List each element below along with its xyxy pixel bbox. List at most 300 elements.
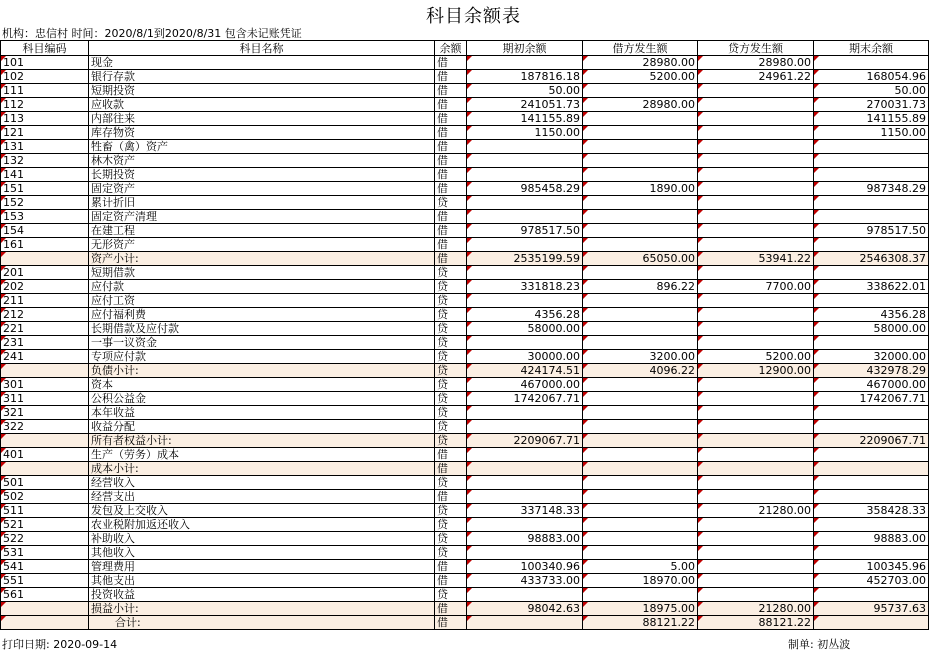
opening-balance-cell	[467, 546, 583, 560]
account-name-cell: 经营支出	[89, 490, 435, 504]
balance-direction-cell: 贷	[435, 588, 467, 602]
account-name-cell: 资本	[89, 378, 435, 392]
closing-balance-cell	[814, 462, 929, 476]
account-code-cell	[1, 434, 89, 448]
debit-amount-cell	[583, 196, 698, 210]
balance-direction-cell: 贷	[435, 378, 467, 392]
credit-amount-cell: 53941.22	[698, 252, 814, 266]
debit-amount-cell: 5.00	[583, 560, 698, 574]
account-name-cell: 一事一议资金	[89, 336, 435, 350]
debit-amount-cell	[583, 84, 698, 98]
debit-amount-cell	[583, 322, 698, 336]
closing-balance-cell	[814, 588, 929, 602]
closing-balance-cell	[814, 336, 929, 350]
closing-balance-cell	[814, 56, 929, 70]
account-code-cell: 141	[1, 168, 89, 182]
table-row[interactable]	[1, 560, 929, 574]
account-code-cell: 101	[1, 56, 89, 70]
account-code-cell: 131	[1, 140, 89, 154]
subtotal-row[interactable]	[1, 602, 929, 616]
debit-amount-cell	[583, 434, 698, 448]
table-row[interactable]	[1, 588, 929, 602]
table-row[interactable]	[1, 224, 929, 238]
closing-balance-cell: 100345.96	[814, 560, 929, 574]
debit-amount-cell: 896.22	[583, 280, 698, 294]
table-row[interactable]	[1, 546, 929, 560]
balance-direction-cell: 贷	[435, 504, 467, 518]
closing-balance-cell	[814, 154, 929, 168]
opening-balance-cell	[467, 616, 583, 630]
account-code-cell: 401	[1, 448, 89, 462]
closing-balance-cell: 95737.63	[814, 602, 929, 616]
debit-amount-cell	[583, 532, 698, 546]
opening-balance-cell	[467, 448, 583, 462]
debit-amount-cell	[583, 378, 698, 392]
account-name-cell: 公积公益金	[89, 392, 435, 406]
credit-amount-cell	[698, 490, 814, 504]
balance-direction-cell: 借	[435, 168, 467, 182]
debit-amount-cell: 28980.00	[583, 98, 698, 112]
opening-balance-cell: 424174.51	[467, 364, 583, 378]
account-name-cell: 合计:	[89, 616, 435, 630]
credit-amount-cell	[698, 336, 814, 350]
credit-amount-cell	[698, 574, 814, 588]
credit-amount-cell: 88121.22	[698, 616, 814, 630]
account-code-cell: 132	[1, 154, 89, 168]
opening-balance-cell: 2535199.59	[467, 252, 583, 266]
account-code-cell	[1, 364, 89, 378]
account-name-cell: 成本小计:	[89, 462, 435, 476]
closing-balance-cell: 168054.96	[814, 70, 929, 84]
debit-amount-cell: 65050.00	[583, 252, 698, 266]
closing-balance-cell	[814, 476, 929, 490]
account-code-cell: 152	[1, 196, 89, 210]
table-row[interactable]	[1, 56, 929, 70]
closing-balance-cell	[814, 210, 929, 224]
credit-amount-cell	[698, 210, 814, 224]
balance-direction-cell: 贷	[435, 308, 467, 322]
balance-direction-cell: 贷	[435, 532, 467, 546]
account-name-cell: 累计折旧	[89, 196, 435, 210]
opening-balance-cell: 241051.73	[467, 98, 583, 112]
debit-amount-cell	[583, 238, 698, 252]
credit-amount-cell	[698, 168, 814, 182]
opening-balance-cell	[467, 518, 583, 532]
table-row[interactable]	[1, 98, 929, 112]
table-row[interactable]	[1, 448, 929, 462]
account-code-cell: 502	[1, 490, 89, 504]
account-code-cell: 561	[1, 588, 89, 602]
table-row[interactable]	[1, 210, 929, 224]
report-title: 科目余额表	[426, 6, 521, 27]
account-code-cell: 212	[1, 308, 89, 322]
credit-amount-cell	[698, 420, 814, 434]
account-name-cell: 固定资产	[89, 182, 435, 196]
closing-balance-cell: 432978.29	[814, 364, 929, 378]
balance-direction-cell: 贷	[435, 350, 467, 364]
balance-direction-cell: 贷	[435, 434, 467, 448]
closing-balance-cell	[814, 518, 929, 532]
account-name-cell: 短期投资	[89, 84, 435, 98]
subtotal-row[interactable]	[1, 616, 929, 630]
account-code-cell: 121	[1, 126, 89, 140]
table-row[interactable]	[1, 84, 929, 98]
table-row[interactable]	[1, 322, 929, 336]
account-code-cell: 211	[1, 294, 89, 308]
account-code-cell: 501	[1, 476, 89, 490]
opening-balance-cell: 98883.00	[467, 532, 583, 546]
closing-balance-cell: 452703.00	[814, 574, 929, 588]
credit-amount-cell	[698, 518, 814, 532]
balance-direction-cell: 借	[435, 112, 467, 126]
opening-balance-cell: 58000.00	[467, 322, 583, 336]
balance-direction-cell: 贷	[435, 392, 467, 406]
debit-amount-cell	[583, 462, 698, 476]
closing-balance-cell	[814, 406, 929, 420]
closing-balance-cell: 270031.73	[814, 98, 929, 112]
balance-direction-cell: 借	[435, 252, 467, 266]
balance-direction-cell: 贷	[435, 266, 467, 280]
balance-direction-cell: 借	[435, 462, 467, 476]
debit-amount-cell	[583, 154, 698, 168]
opening-balance-cell	[467, 420, 583, 434]
subtotal-row[interactable]	[1, 434, 929, 448]
debit-amount-cell	[583, 588, 698, 602]
closing-balance-cell	[814, 266, 929, 280]
closing-balance-cell	[814, 448, 929, 462]
credit-amount-cell: 21280.00	[698, 602, 814, 616]
account-name-cell: 长期投资	[89, 168, 435, 182]
account-code-cell: 112	[1, 98, 89, 112]
opening-balance-cell	[467, 266, 583, 280]
opening-balance-cell	[467, 294, 583, 308]
balance-direction-cell: 借	[435, 210, 467, 224]
opening-balance-cell: 100340.96	[467, 560, 583, 574]
closing-balance-cell: 58000.00	[814, 322, 929, 336]
credit-amount-cell	[698, 448, 814, 462]
account-code-cell: 153	[1, 210, 89, 224]
table-row[interactable]	[1, 140, 929, 154]
table-row[interactable]	[1, 266, 929, 280]
opening-balance-cell: 30000.00	[467, 350, 583, 364]
debit-amount-cell	[583, 140, 698, 154]
account-name-cell: 发包及上交收入	[89, 504, 435, 518]
closing-balance-cell	[814, 490, 929, 504]
balance-direction-cell: 贷	[435, 406, 467, 420]
debit-amount-cell	[583, 546, 698, 560]
balance-direction-cell: 贷	[435, 280, 467, 294]
account-code-cell: 522	[1, 532, 89, 546]
account-code-cell: 231	[1, 336, 89, 350]
opening-balance-cell	[467, 336, 583, 350]
account-name-cell: 库存物资	[89, 126, 435, 140]
opening-balance-cell: 985458.29	[467, 182, 583, 196]
table-row[interactable]	[1, 126, 929, 140]
debit-amount-cell	[583, 518, 698, 532]
balance-direction-cell: 借	[435, 224, 467, 238]
table-row[interactable]	[1, 308, 929, 322]
opening-balance-cell	[467, 476, 583, 490]
account-name-cell: 专项应付款	[89, 350, 435, 364]
opening-balance-cell: 337148.33	[467, 504, 583, 518]
debit-amount-cell	[583, 126, 698, 140]
opening-balance-cell: 433733.00	[467, 574, 583, 588]
closing-balance-cell: 338622.01	[814, 280, 929, 294]
table-row[interactable]	[1, 476, 929, 490]
print-date: 打印日期: 2020-09-14	[2, 638, 118, 651]
opening-balance-cell: 467000.00	[467, 378, 583, 392]
opening-balance-cell: 978517.50	[467, 224, 583, 238]
debit-amount-cell	[583, 420, 698, 434]
table-row[interactable]	[1, 280, 929, 294]
debit-amount-cell	[583, 294, 698, 308]
account-code-cell: 201	[1, 266, 89, 280]
account-code-cell	[1, 616, 89, 630]
closing-balance-cell: 50.00	[814, 84, 929, 98]
debit-amount-cell: 88121.22	[583, 616, 698, 630]
credit-amount-cell	[698, 322, 814, 336]
account-name-cell: 补助收入	[89, 532, 435, 546]
table-row[interactable]	[1, 490, 929, 504]
account-code-cell: 301	[1, 378, 89, 392]
table-row[interactable]	[1, 406, 929, 420]
account-name-cell: 其他支出	[89, 574, 435, 588]
debit-amount-cell	[583, 336, 698, 350]
col-header-code: 科目编码	[1, 41, 89, 56]
balance-direction-cell: 贷	[435, 336, 467, 350]
subtotal-row[interactable]	[1, 252, 929, 266]
credit-amount-cell	[698, 182, 814, 196]
credit-amount-cell	[698, 532, 814, 546]
opening-balance-cell: 2209067.71	[467, 434, 583, 448]
account-code-cell: 241	[1, 350, 89, 364]
table-row[interactable]	[1, 182, 929, 196]
closing-balance-cell: 987348.29	[814, 182, 929, 196]
credit-amount-cell	[698, 154, 814, 168]
account-code-cell: 521	[1, 518, 89, 532]
opening-balance-cell: 50.00	[467, 84, 583, 98]
credit-amount-cell: 21280.00	[698, 504, 814, 518]
opening-balance-cell: 1742067.71	[467, 392, 583, 406]
balance-direction-cell: 借	[435, 448, 467, 462]
account-code-cell: 113	[1, 112, 89, 126]
account-code-cell: 202	[1, 280, 89, 294]
closing-balance-cell	[814, 294, 929, 308]
account-name-cell: 资产小计:	[89, 252, 435, 266]
closing-balance-cell: 467000.00	[814, 378, 929, 392]
credit-amount-cell	[698, 266, 814, 280]
credit-amount-cell	[698, 546, 814, 560]
table-row[interactable]	[1, 574, 929, 588]
balance-direction-cell: 借	[435, 490, 467, 504]
credit-amount-cell: 5200.00	[698, 350, 814, 364]
debit-amount-cell	[583, 210, 698, 224]
account-code-cell: 551	[1, 574, 89, 588]
credit-amount-cell	[698, 392, 814, 406]
opening-balance-cell	[467, 406, 583, 420]
account-name-cell: 内部往来	[89, 112, 435, 126]
debit-amount-cell	[583, 406, 698, 420]
account-name-cell: 短期借款	[89, 266, 435, 280]
opening-balance-cell	[467, 462, 583, 476]
closing-balance-cell: 32000.00	[814, 350, 929, 364]
debit-amount-cell	[583, 448, 698, 462]
account-code-cell	[1, 602, 89, 616]
table-row[interactable]	[1, 70, 929, 84]
opening-balance-cell: 98042.63	[467, 602, 583, 616]
opening-balance-cell: 331818.23	[467, 280, 583, 294]
table-row[interactable]	[1, 392, 929, 406]
closing-balance-cell: 98883.00	[814, 532, 929, 546]
closing-balance-cell: 1150.00	[814, 126, 929, 140]
account-code-cell: 102	[1, 70, 89, 84]
table-row[interactable]	[1, 504, 929, 518]
account-name-cell: 现金	[89, 56, 435, 70]
table-row[interactable]	[1, 112, 929, 126]
closing-balance-cell: 2209067.71	[814, 434, 929, 448]
closing-balance-cell: 978517.50	[814, 224, 929, 238]
debit-amount-cell	[583, 490, 698, 504]
account-name-cell: 管理费用	[89, 560, 435, 574]
opening-balance-cell	[467, 238, 583, 252]
closing-balance-cell	[814, 168, 929, 182]
credit-amount-cell	[698, 308, 814, 322]
credit-amount-cell	[698, 112, 814, 126]
closing-balance-cell: 4356.28	[814, 308, 929, 322]
opening-balance-cell	[467, 588, 583, 602]
opening-balance-cell	[467, 210, 583, 224]
credit-amount-cell	[698, 294, 814, 308]
balance-direction-cell: 借	[435, 602, 467, 616]
credit-amount-cell	[698, 560, 814, 574]
account-name-cell: 负债小计:	[89, 364, 435, 378]
credit-amount-cell	[698, 406, 814, 420]
subtotal-row[interactable]	[1, 364, 929, 378]
account-code-cell: 154	[1, 224, 89, 238]
table-row[interactable]	[1, 168, 929, 182]
debit-amount-cell	[583, 476, 698, 490]
opening-balance-cell	[467, 154, 583, 168]
balance-direction-cell: 借	[435, 182, 467, 196]
account-code-cell	[1, 462, 89, 476]
opening-balance-cell: 187816.18	[467, 70, 583, 84]
debit-amount-cell: 18970.00	[583, 574, 698, 588]
balance-direction-cell: 贷	[435, 476, 467, 490]
debit-amount-cell: 3200.00	[583, 350, 698, 364]
table-row[interactable]	[1, 350, 929, 364]
opening-balance-cell	[467, 140, 583, 154]
balance-direction-cell: 贷	[435, 196, 467, 210]
table-row[interactable]	[1, 532, 929, 546]
balance-table	[0, 40, 929, 630]
account-name-cell: 经营收入	[89, 476, 435, 490]
table-row[interactable]	[1, 336, 929, 350]
opening-balance-cell	[467, 196, 583, 210]
account-code-cell: 111	[1, 84, 89, 98]
account-name-cell: 应付福利费	[89, 308, 435, 322]
credit-amount-cell	[698, 238, 814, 252]
credit-amount-cell	[698, 462, 814, 476]
account-name-cell: 林木资产	[89, 154, 435, 168]
opening-balance-cell: 1150.00	[467, 126, 583, 140]
credit-amount-cell: 28980.00	[698, 56, 814, 70]
closing-balance-cell: 141155.89	[814, 112, 929, 126]
account-name-cell: 损益小计:	[89, 602, 435, 616]
credit-amount-cell	[698, 98, 814, 112]
col-header-closing: 期末余额	[814, 41, 929, 56]
subtotal-row[interactable]	[1, 462, 929, 476]
table-row[interactable]	[1, 196, 929, 210]
report-info: 机构：忠信村 时间：2020/8/1到2020/8/31 包含未记账凭证	[2, 27, 302, 40]
account-name-cell: 在建工程	[89, 224, 435, 238]
table-row[interactable]	[1, 238, 929, 252]
table-row[interactable]	[1, 154, 929, 168]
closing-balance-cell	[814, 420, 929, 434]
balance-direction-cell: 借	[435, 70, 467, 84]
account-name-cell: 长期借款及应付款	[89, 322, 435, 336]
account-name-cell: 银行存款	[89, 70, 435, 84]
closing-balance-cell	[814, 238, 929, 252]
account-code-cell: 151	[1, 182, 89, 196]
account-code-cell: 311	[1, 392, 89, 406]
account-code-cell: 161	[1, 238, 89, 252]
table-row[interactable]	[1, 420, 929, 434]
account-name-cell: 固定资产清理	[89, 210, 435, 224]
closing-balance-cell	[814, 196, 929, 210]
account-code-cell	[1, 252, 89, 266]
balance-direction-cell: 借	[435, 126, 467, 140]
debit-amount-cell: 28980.00	[583, 56, 698, 70]
balance-direction-cell: 贷	[435, 322, 467, 336]
balance-direction-cell: 借	[435, 56, 467, 70]
credit-amount-cell	[698, 84, 814, 98]
table-row[interactable]	[1, 378, 929, 392]
balance-direction-cell: 借	[435, 238, 467, 252]
credit-amount-cell	[698, 140, 814, 154]
balance-direction-cell: 借	[435, 560, 467, 574]
balance-direction-cell: 借	[435, 84, 467, 98]
table-row[interactable]	[1, 518, 929, 532]
credit-amount-cell	[698, 224, 814, 238]
opening-balance-cell: 141155.89	[467, 112, 583, 126]
closing-balance-cell	[814, 616, 929, 630]
debit-amount-cell: 4096.22	[583, 364, 698, 378]
credit-amount-cell	[698, 434, 814, 448]
account-name-cell: 其他收入	[89, 546, 435, 560]
table-row[interactable]	[1, 294, 929, 308]
credit-amount-cell	[698, 476, 814, 490]
debit-amount-cell	[583, 112, 698, 126]
col-header-name: 科目名称	[89, 41, 435, 56]
debit-amount-cell	[583, 504, 698, 518]
opening-balance-cell	[467, 490, 583, 504]
balance-direction-cell: 贷	[435, 518, 467, 532]
debit-amount-cell	[583, 266, 698, 280]
balance-direction-cell: 借	[435, 140, 467, 154]
balance-direction-cell: 贷	[435, 420, 467, 434]
account-name-cell: 所有者权益小计:	[89, 434, 435, 448]
account-name-cell: 无形资产	[89, 238, 435, 252]
debit-amount-cell	[583, 224, 698, 238]
account-name-cell: 生产（劳务）成本	[89, 448, 435, 462]
col-header-direction: 余额	[435, 41, 467, 56]
debit-amount-cell: 1890.00	[583, 182, 698, 196]
col-header-credit: 贷方发生额	[698, 41, 814, 56]
credit-amount-cell	[698, 196, 814, 210]
credit-amount-cell	[698, 378, 814, 392]
account-name-cell: 本年收益	[89, 406, 435, 420]
debit-amount-cell: 18975.00	[583, 602, 698, 616]
